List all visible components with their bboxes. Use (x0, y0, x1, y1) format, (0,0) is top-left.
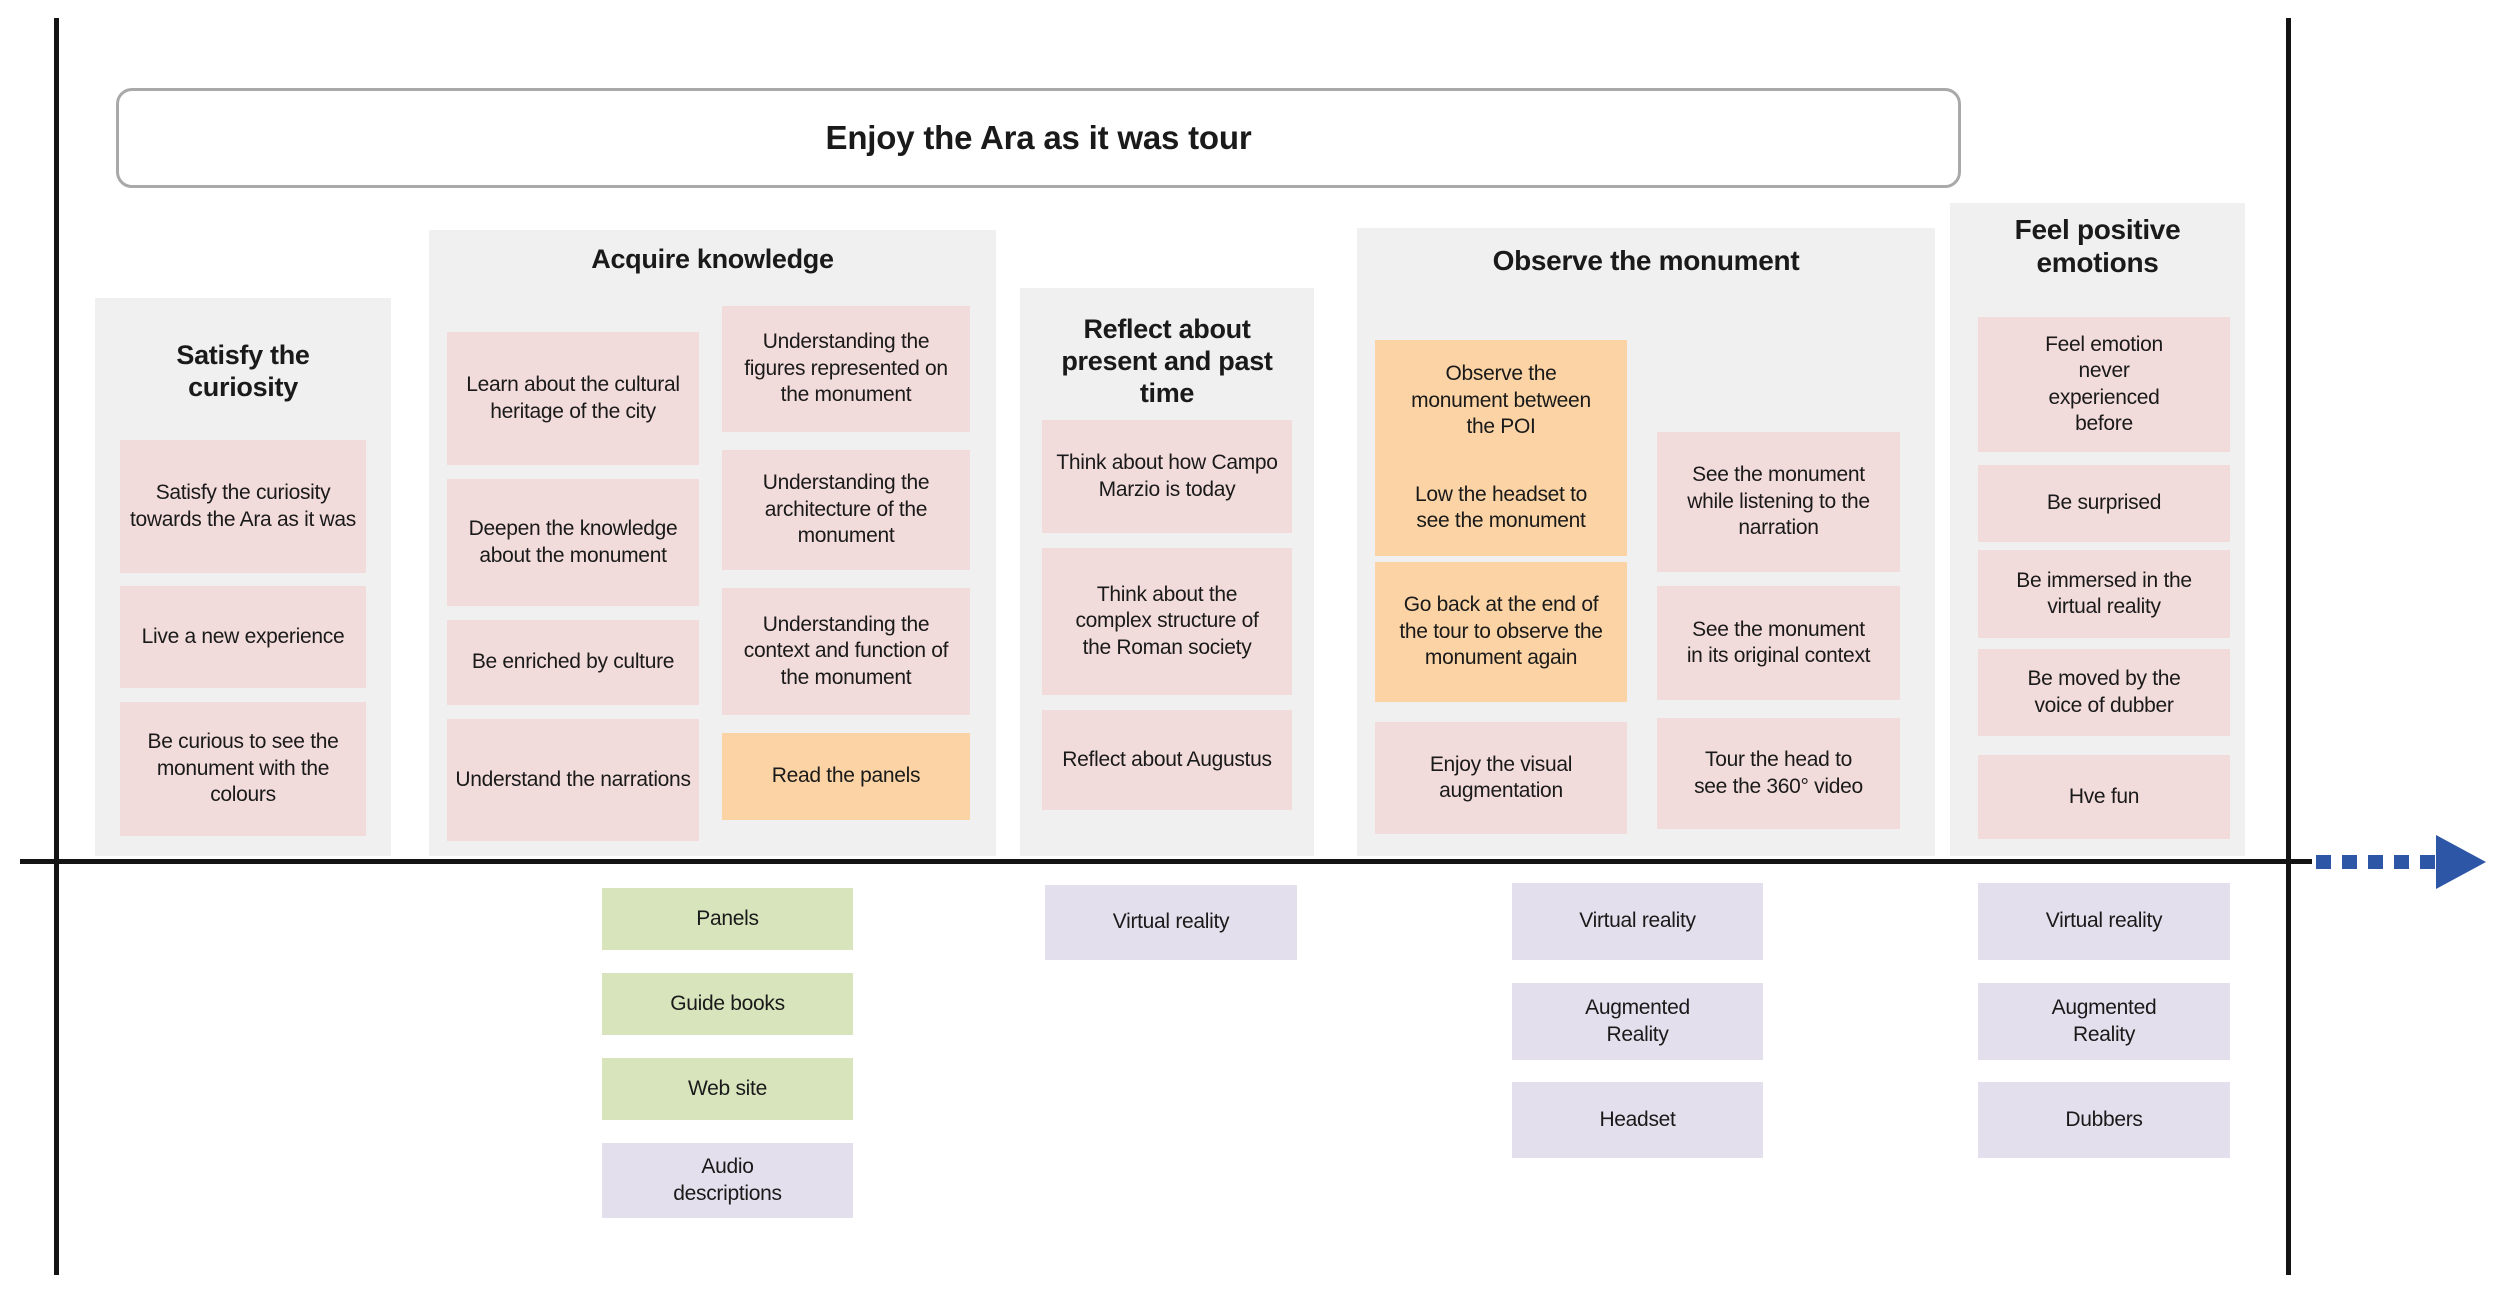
left-frame-line (54, 18, 59, 1275)
stage-header: Reflect about present and past time (1061, 314, 1273, 408)
tool-card: Headset (1512, 1082, 1763, 1158)
timeline-axis-line (20, 859, 2312, 864)
tool-card: Audio descriptions (602, 1143, 853, 1218)
journey-card: See the monument in its original context (1657, 586, 1900, 700)
stage-header: Satisfy the curiosity (176, 340, 310, 402)
journey-title: Enjoy the Ara as it was tour (825, 119, 1252, 156)
stage-panel-feel-emotions (1950, 203, 2245, 856)
journey-card: Be immersed in the virtual reality (1978, 550, 2230, 638)
journey-card: Enjoy the visual augmentation (1375, 722, 1627, 834)
tool-card: Web site (602, 1058, 853, 1120)
journey-card: Be moved by the voice of dubber (1978, 649, 2230, 736)
stage-panel-acquire-knowledge (429, 230, 996, 856)
journey-card: Understanding the figures represented on the monument (722, 306, 970, 432)
journey-card: Be curious to see the monument with the colours (120, 702, 366, 836)
tool-card: Dubbers (1978, 1082, 2230, 1158)
stage-header: Acquire knowledge (591, 244, 834, 274)
timeline-arrow-dashes-icon (2316, 855, 2436, 869)
tool-card: Panels (602, 888, 853, 950)
journey-card: Be enriched by culture (447, 620, 699, 705)
tool-card: Augmented Reality (1978, 983, 2230, 1060)
journey-card: Learn about the cultural heritage of the city (447, 332, 699, 465)
journey-card: Think about how Campo Marzio is today (1042, 420, 1292, 533)
journey-card: Read the panels (722, 733, 970, 820)
stage-panel-observe-monument (1357, 228, 1935, 856)
tool-card: Guide books (602, 973, 853, 1035)
tool-card: Augmented Reality (1512, 983, 1763, 1060)
stage-panel-satisfy-curiosity (95, 298, 391, 856)
journey-card: Tour the head to see the 360° video (1657, 718, 1900, 829)
timeline-arrow-head-icon (2436, 835, 2486, 889)
journey-card: Satisfy the curiosity towards the Ara as it was (120, 440, 366, 573)
stage-header: Feel positive emotions (2014, 214, 2181, 279)
journey-card: Hve fun (1978, 755, 2230, 839)
stage-panel-reflect-time (1020, 288, 1314, 856)
journey-card: Live a new experience (120, 586, 366, 688)
journey-card: Understanding the architecture of the monument (722, 450, 970, 570)
journey-card: Feel emotion never experienced before (1978, 317, 2230, 452)
journey-card: See the monument while listening to the narration (1657, 432, 1900, 572)
tool-card: Virtual reality (1045, 885, 1297, 960)
stage-header: Observe the monument (1492, 245, 1800, 276)
journey-card: Be surprised (1978, 465, 2230, 542)
right-frame-line (2286, 18, 2291, 1275)
journey-card: Low the headset to see the monument (1375, 460, 1627, 556)
journey-card: Deepen the knowledge about the monument (447, 479, 699, 606)
journey-card: Go back at the end of the tour to observe the monument again (1375, 562, 1627, 702)
journey-card: Understand the narrations (447, 719, 699, 841)
tool-card: Virtual reality (1512, 883, 1763, 960)
journey-card: Reflect about Augustus (1042, 710, 1292, 810)
journey-card: Understanding the context and function of the monument (722, 588, 970, 715)
journey-title-box (116, 88, 1961, 188)
tool-card: Virtual reality (1978, 883, 2230, 960)
journey-card: Observe the monument between the POI (1375, 340, 1627, 462)
journey-card: Think about the complex structure of the Roman society (1042, 548, 1292, 695)
